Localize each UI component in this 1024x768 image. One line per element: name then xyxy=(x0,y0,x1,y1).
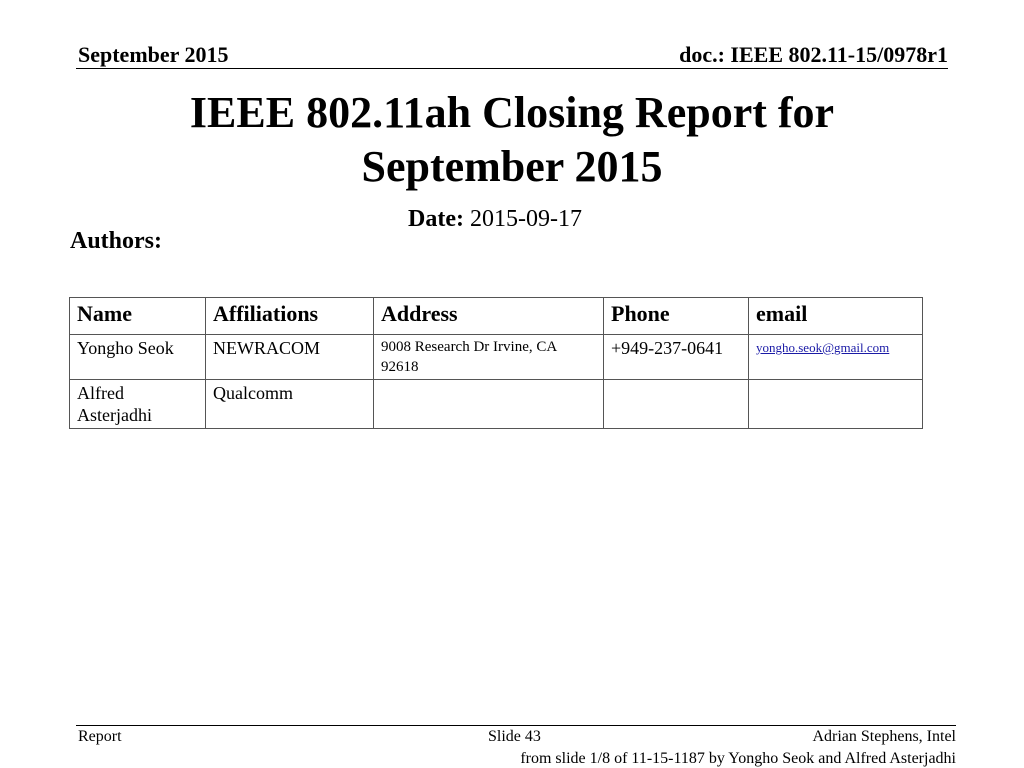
slide-title-line-1: IEEE 802.11ah Closing Report for xyxy=(189,88,835,137)
cell-email xyxy=(749,335,923,380)
date-line xyxy=(408,206,582,233)
footer-author: Adrian Stephens, Intel xyxy=(812,728,956,745)
cell-address xyxy=(374,380,604,429)
cell-affiliation: NEWRACOM xyxy=(206,335,374,380)
cell-address: 9008 Research Dr Irvine, CA 92618 xyxy=(374,335,604,380)
footer-divider xyxy=(76,725,956,726)
table-row xyxy=(70,380,923,429)
column-header-address: Address xyxy=(374,298,604,335)
slide-title xyxy=(0,86,1024,194)
authors-table xyxy=(69,297,923,429)
table-header-row xyxy=(70,298,923,335)
column-header-phone: Phone xyxy=(604,298,749,335)
footer-source-note: from slide 1/8 of 11-15-1187 by Yongho Seok and Alfred Asterjadhi xyxy=(520,750,956,767)
slide-title-line-2: September 2015 xyxy=(361,142,663,191)
cell-affiliation: Qualcomm xyxy=(206,380,374,429)
footer-left: Report xyxy=(78,728,122,745)
header-date: September 2015 xyxy=(78,42,229,67)
column-header-name: Name xyxy=(70,298,206,335)
footer-slide-number: Slide 43 xyxy=(488,728,541,745)
column-header-affiliations: Affiliations xyxy=(206,298,374,335)
cell-phone xyxy=(604,380,749,429)
date-value: 2015-09-17 xyxy=(469,206,582,232)
cell-phone: +949-237-0641 xyxy=(604,335,749,380)
column-header-email: email xyxy=(749,298,923,335)
header-divider xyxy=(76,68,948,69)
date-label: Date: xyxy=(408,206,464,232)
header-doc-id: doc.: IEEE 802.11-15/0978r1 xyxy=(679,42,948,67)
cell-name: Yongho Seok xyxy=(70,335,206,380)
authors-label: Authors: xyxy=(70,228,163,254)
cell-email xyxy=(749,380,923,429)
table-row xyxy=(70,335,923,380)
email-link[interactable]: yongho.seok@gmail.com xyxy=(756,340,890,355)
cell-name: Alfred Asterjadhi xyxy=(70,380,206,429)
